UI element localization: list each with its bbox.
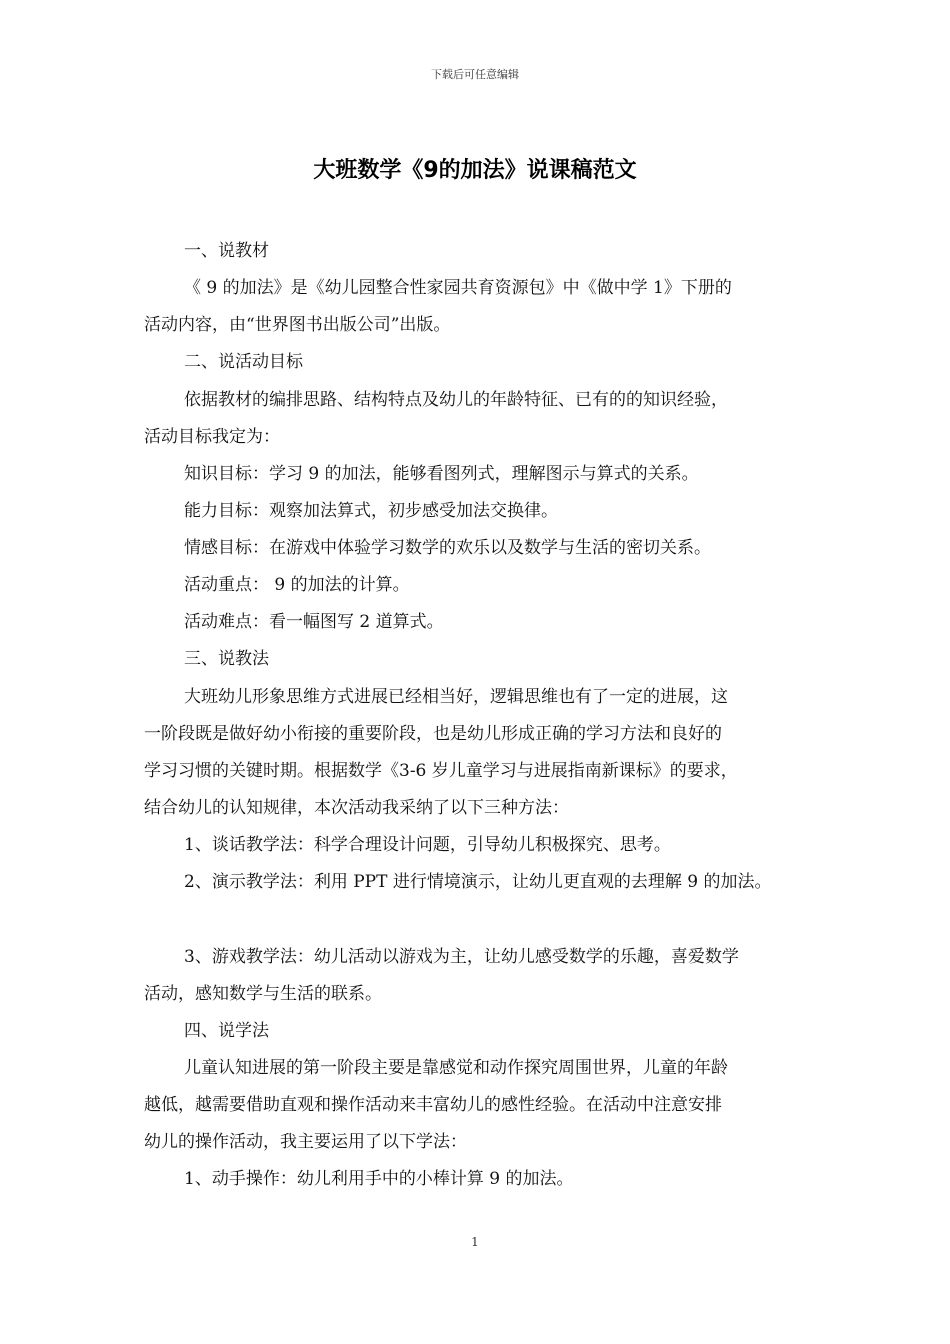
section-heading-textbook: 一、说教材 (184, 241, 269, 261)
paragraph-line: 依据教材的编排思路、结构特点及幼儿的年龄特征、已有的的知识经验， (184, 390, 728, 410)
paragraph-line: 学习习惯的关键时期。根据数学《3-6 岁儿童学习与进展指南新课标》的要求， (144, 761, 738, 781)
method-item-1: 1、谈话教学法：科学合理设计问题，引导幼儿积极探究、思考。 (184, 835, 671, 855)
paragraph-line: 大班幼儿形象思维方式进展已经相当好，逻辑思维也有了一定的进展，这 (184, 687, 728, 707)
section-heading-teaching-methods: 三、说教法 (184, 649, 269, 669)
document-title: 大班数学《9的加法》说课稿范文 (313, 158, 637, 183)
paragraph-line: 《 9 的加法》是《幼儿园整合性家园共育资源包》中《做中学 1》下册的 (184, 278, 732, 298)
paragraph-line: 结合幼儿的认知规律，本次活动我采纳了以下三种方法： (144, 798, 569, 818)
page-number: 1 (471, 1235, 479, 1249)
paragraph-line: 活动目标我定为： (144, 427, 280, 447)
paragraph-line: 越低，越需要借助直观和操作活动来丰富幼儿的感性经验。在活动中注意安排 (144, 1095, 722, 1115)
method-item-2: 2、演示教学法：利用 PPT 进行情境演示，让幼儿更直观的去理解 9 的加法。 (184, 872, 772, 892)
paragraph-line: 活动内容，由“世界图书出版公司”出版。 (144, 315, 451, 335)
activity-key-point: 活动重点： 9 的加法的计算。 (184, 575, 410, 595)
goal-ability: 能力目标：观察加法算式，初步感受加法交换律。 (184, 501, 558, 521)
section-heading-goals: 二、说活动目标 (184, 352, 303, 372)
method-item-3: 3、游戏教学法：幼儿活动以游戏为主，让幼儿感受数学的乐趣，喜爱数学 (184, 947, 739, 967)
goal-emotion: 情感目标：在游戏中体验学习数学的欢乐以及数学与生活的密切关系。 (184, 538, 711, 558)
goal-knowledge: 知识目标：学习 9 的加法，能够看图列式，理解图示与算式的关系。 (184, 464, 699, 484)
learning-item-1: 1、动手操作：幼儿利用手中的小棒计算 9 的加法。 (184, 1169, 574, 1189)
paragraph-line: 一阶段既是做好幼小衔接的重要阶段，也是幼儿形成正确的学习方法和良好的 (144, 724, 722, 744)
paragraph-line: 活动，感知数学与生活的联系。 (144, 984, 382, 1004)
activity-difficulty: 活动难点：看一幅图写 2 道算式。 (184, 612, 444, 632)
paragraph-line: 儿童认知进展的第一阶段主要是靠感觉和动作探究周围世界，儿童的年龄 (184, 1058, 728, 1078)
page-header-note: 下载后可任意编辑 (431, 68, 519, 81)
section-heading-learning-methods: 四、说学法 (184, 1021, 269, 1041)
paragraph-line: 幼儿的操作活动，我主要运用了以下学法： (144, 1132, 467, 1152)
